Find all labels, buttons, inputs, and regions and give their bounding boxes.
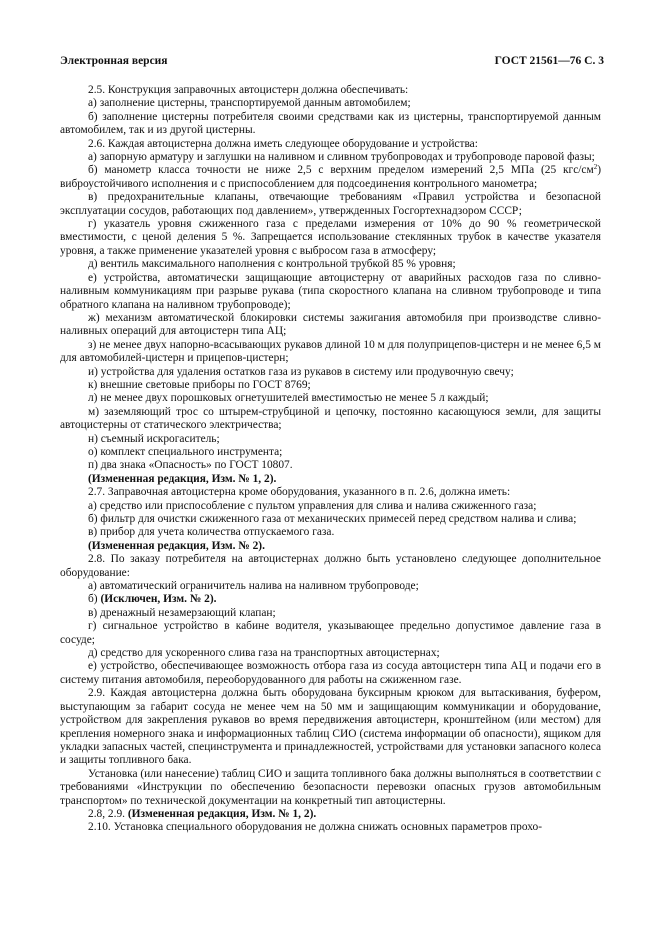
paragraph-text: к) внешние световые приборы по ГОСТ 8769; [88,378,311,391]
paragraph-text: д) вентиль максимального наполнения с контрольной трубкой 85 % уровня; [88,258,456,271]
paragraph [60,164,601,191]
paragraph-text: б) манометр класса точности не ниже 2,5 с верхним пределом измерений 2,5 МПа (25 кгс/см [88,164,594,177]
paragraph-text: о) комплект специального инструмента; [88,445,283,458]
paragraph-text: (Измененная редакция, Изм. № 1, 2). [88,472,277,485]
paragraph [60,151,601,164]
paragraph-text: м) заземляющий трос со штырем-струбциной и цепочку, постоянно касающуюся земли, для защиты автоцистерны от статического электричества; [60,405,601,432]
paragraph-text: в) прибор для учета количества отпускаемого газа. [88,526,335,539]
paragraph-text: н) съемный искрогаситель; [88,432,220,445]
superscript: 2 [593,163,598,172]
paragraph-text: в) предохранительные клапаны, отвечающие требованиям «Правил устройства и безопасной эксплуатации сосудов, работающих под давлением», утвержденных Госгортехнадзором СССР; [60,191,601,217]
paragraph-text: л) не менее двух порошковых огнетушителей вместимостью не менее 5 л каждый; [88,392,489,405]
paragraph [60,540,601,553]
paragraph [60,808,601,821]
paragraph-text: а) запорную арматуру и заглушки на наливном и сливном трубопроводах и трубопроводе паровой фазы; [88,151,595,164]
paragraph-text: 2.5. Конструкция заправочных автоцистерн должна обеспечивать: [88,84,409,96]
paragraph [60,553,601,580]
paragraph-text: е) устройства, автоматически защищающие автоцистерну от аварийных расходов газа по сливно-наливным коммуникациям при разрыве рукава (типа скоростного клапана на сливном трубопроводе и типа обратного клапана на наливном трубопроводе); [60,271,601,311]
paragraph [60,433,601,446]
paragraph-text: 2.10. Установка специального оборудования не должна снижать основных параметров прохо- [88,821,543,834]
document-body [60,84,601,835]
paragraph [60,84,601,97]
paragraph [60,459,601,472]
paragraph [60,473,601,486]
paragraph-text: е) устройство, обеспечивающее возможность отбора газа из сосуда автоцистерн типа АЦ и подачи его в систему питания автомобиля, переоборудованного для работы на сжиженном газе. [60,660,601,686]
amendment-note: (Исключен, Изм. № 2). [100,593,217,606]
paragraph [60,486,601,499]
paragraph-text: а) заполнение цистерны, транспортируемой данным автомобилем; [88,97,411,110]
paragraph-text: г) сигнальное устройство в кабине водителя, указывающее предельно допустимое давление газа в сосуде; [60,620,601,646]
paragraph [60,191,601,218]
paragraph [60,620,601,647]
paragraph-text-continued: ) виброустойчивого исполнения и с приспособлением для подсоединения контрольного манометра; [60,164,601,190]
paragraph [60,138,601,151]
paragraph-text: ж) механизм автоматической блокировки системы зажигания автомобиля при производстве сливно-наливных операций для автоцистерн типа АЦ; [60,311,601,338]
paragraph [60,821,601,834]
paragraph [60,768,601,808]
paragraph-text: Установка (или нанесение) таблиц СИО и защита топливного бака должны выполняться в соответствии с требованиями «Инструкции по обеспечению безопасности перевозки опасных грузов автомобильным транспортом» по технической документации на конкретный тип автоцистерны. [60,767,601,807]
paragraph [60,218,601,258]
paragraph-text: 2.7. Заправочная автоцистерна кроме оборудования, указанного в п. 2.6, должна иметь: [88,486,511,499]
paragraph [60,97,601,110]
paragraph [60,513,601,526]
paragraph-text: б) [88,593,101,606]
paragraph-text: 2.8, 2.9. [88,807,128,820]
paragraph-text: в) дренажный незамерзающий клапан; [88,606,276,619]
paragraph [60,607,601,620]
paragraph [60,406,601,433]
paragraph-text: 2.8. По заказу потребителя на автоцистернах должно быть установлено следующее дополнительное оборудование: [60,553,601,579]
paragraph-text: б) фильтр для очистки сжиженного газа от механических примесей перед средством налива и слива; [88,513,577,525]
header-edition-label: Электронная версия [60,55,168,67]
paragraph [60,366,601,379]
paragraph [60,258,601,271]
paragraph [60,500,601,513]
paragraph-text: б) заполнение цистерны потребителя своими средствами как из цистерны, транспортируемой данным автомобилем, так и из другой цистерны. [60,110,601,137]
paragraph [60,111,601,138]
paragraph-text: 2.6. Каждая автоцистерна должна иметь следующее оборудование и устройства: [88,137,478,150]
paragraph-text: а) средство или приспособление с пультом управления для слива и налива сжиженного газа; [88,499,537,512]
paragraph [60,687,601,767]
amendment-note: (Измененная редакция, Изм. № 1, 2). [127,807,317,820]
paragraph [60,580,601,593]
paragraph-text: (Измененная редакция, Изм. № 2). [88,539,265,552]
paragraph [60,392,601,405]
header-standard-page: ГОСТ 21561—76 С. 3 [494,55,604,67]
paragraph [60,312,601,339]
paragraph [60,272,601,312]
paragraph [60,593,601,606]
paragraph-text: з) не менее двух напорно-всасывающих рукавов длиной 10 м для полуприцепов-цистерн и не менее 6,5 м для автомобилей-цистерн и прицепов-цистерн; [60,338,601,365]
paragraph [60,526,601,539]
paragraph [60,647,601,660]
paragraph-text: и) устройства для удаления остатков газа из рукавов в систему или продувочную свечу; [88,365,514,378]
paragraph [60,339,601,366]
paragraph-text: г) указатель уровня сжиженного газа с пределами измерения от 10% до 90 % геометрической вместимости, с ценой деления 5 %. Запрещается использование стеклянных трубок в качестве указателя уровня, а также применение указателей уровня с выбросом газа в атмосферу; [60,218,601,257]
paragraph-text: 2.9. Каждая автоцистерна должна быть оборудована буксирным крюком для вытаскивания, буфером, выступающим за габарит сосуда не менее чем на 50 мм и защищающим коммуникации и оборудование, устройством для закрепления рукавов во время передвижения автоцистерн, кронштейном (или местом) для крепления номерного знака и информационных таблиц СИО (система информации об опасности), ящиком для укладки запасных частей, специнструмента и принадлежностей, устройствами для установки запасного колеса и защиты топливного бака. [60,687,601,767]
paragraph-text: д) средство для ускоренного слива газа на транспортных автоцистернах; [88,647,440,660]
paragraph-text: а) автоматический ограничитель налива на наливном трубопроводе; [88,580,419,593]
paragraph [60,379,601,392]
paragraph [60,446,601,459]
paragraph [60,660,601,687]
paragraph-text: п) два знака «Опасность» по ГОСТ 10807. [88,459,293,472]
